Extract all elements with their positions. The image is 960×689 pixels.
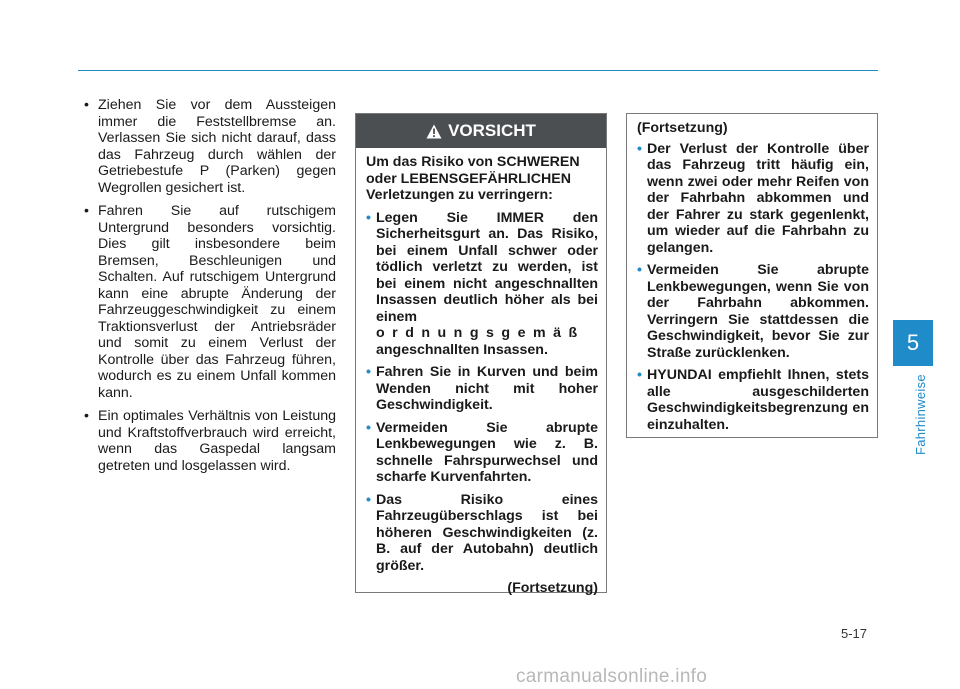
continued-box	[626, 113, 878, 438]
list-item: • Der Verlust der Kontrolle über das Fahrzeug tritt häufig ein, wenn zwei oder mehr Reifen von der Fahrbahn abkommen und der Fahrer zu stark gegenlenkt, um wieder auf die Fahrbahn zu gelangen.	[637, 141, 869, 257]
item-text: Legen Sie IMMER den Sicherheitsgurt an. Das Risiko, bei einem Unfall schwer oder tödlich verletzt zu werden, ist bei einem nicht angeschnallten Insassen deutlich höher als bei einem	[376, 209, 598, 325]
list-item: • HYUNDAI empfiehlt Ihnen, stets alle ausgeschilderten Geschwindigkeitsbegrenzung en einzuhalten.	[637, 367, 869, 433]
continued-body	[627, 114, 877, 433]
caution-intro: Um das Risiko von SCHWEREN oder LEBENSGEFÄHRLICHEN Verletzungen zu verringern:	[366, 154, 580, 203]
caution-title: VORSICHT	[448, 121, 536, 140]
list-item	[366, 210, 598, 359]
page-number: 5-17	[841, 626, 868, 641]
top-rule	[78, 70, 878, 71]
list-item: • Vermeiden Sie abrupte Lenkbewegungen wie z. B. schnelle Fahrspurwechsel und scharfe Kurvenfahrten.	[366, 420, 598, 486]
list-item: • Ein optimales Verhältnis von Leistung und Kraftstoffverbrauch wird erreicht, wenn das Gaspedal langsam getreten und losgelassen wird.	[80, 408, 336, 474]
left-column	[80, 97, 336, 481]
list-item: • Fahren Sie auf rutschigem Untergrund besonders vorsichtig. Dies gilt insbesondere beim Bremsen, Beschleunigen und Schalten. Auf rutschigem Untergrund kann eine abrupte Änderung der Fahrzeuggeschwindigkeit zu einem Traktionsverlust der Antriebsräder und somit zu einem Verlust der Kontrolle über das Fahrzeug führen, wodurch es zu einem Unfall kommen kann.	[80, 203, 336, 401]
warning-triangle-icon	[426, 124, 442, 139]
list-item: • Das Risiko eines Fahrzeugüberschlags ist bei höheren Geschwindigkeiten (z. B. auf der Autobahn) deutlich größer.	[366, 492, 598, 575]
caution-header	[356, 114, 606, 148]
list-item: • Vermeiden Sie abrupte Lenkbewegungen, wenn Sie von der Fahrbahn abkommen. Verringern Sie stattdessen die Geschwindigkeit, bevor Sie zur Straße zurücklenken.	[637, 262, 869, 361]
continued-label: (Fortsetzung)	[507, 580, 598, 596]
caution-body	[356, 148, 606, 597]
chapter-number-tab: 5	[893, 320, 933, 366]
caution-box	[355, 113, 607, 596]
list-item: • Ziehen Sie vor dem Aussteigen immer die Feststellbremse an. Verlassen Sie sich nicht darauf, dass das Fahrzeug durch wählen der Getriebestufe P (Parken) gegen Wegrollen gesichert ist.	[80, 97, 336, 196]
chapter-label: Fahrhinweise	[913, 374, 928, 455]
item-text: angeschnallten Insassen.	[376, 341, 548, 358]
continued-title: (Fortsetzung)	[637, 120, 728, 136]
watermark: carmanualsonline.info	[516, 666, 708, 687]
list-item: • Fahren Sie in Kurven und beim Wenden nicht mit hoher Geschwindigkeit.	[366, 364, 598, 414]
item-text-spaced: ordnungsgemäß	[376, 325, 585, 341]
